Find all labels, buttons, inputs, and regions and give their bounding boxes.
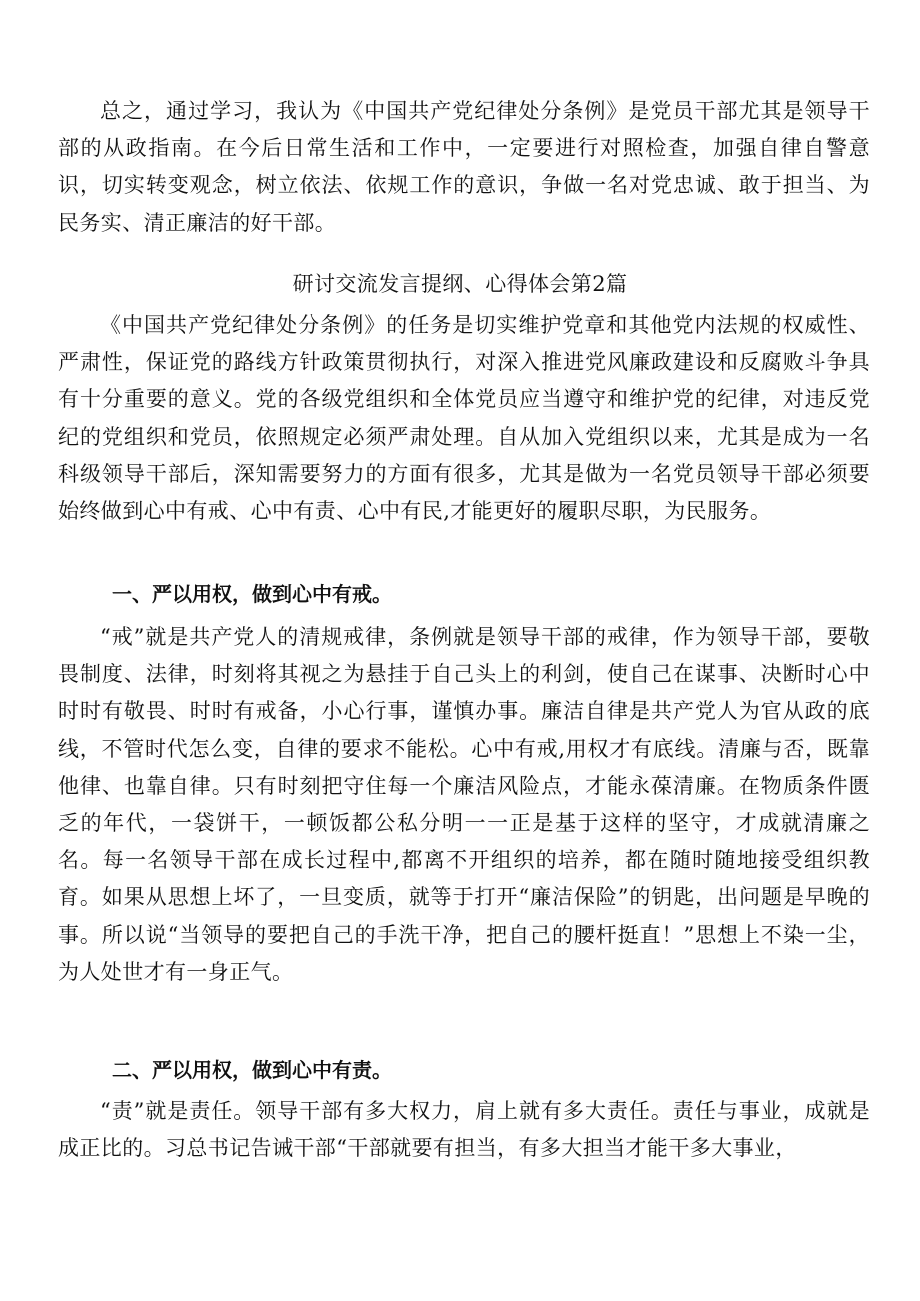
paragraph-discipline: “戒”就是共产党人的清规戒律，条例就是领导干部的戒律，作为领导干部，要敬畏制度、法律，时刻将其视之为悬挂于自己头上的利剑，使自己在谋事、决断时心中时时有敬畏、时时有戒备，小心行事，谨慎办事。廉洁自律是共产党人为官从政的底线，不管时代怎么变，自律的要求不能松。心中有戒,用权才有底线。清廉与否，既靠他律、也靠自律。只有时刻把守住每一个廉洁风险点，才能永葆清廉。在物质条件匮乏的年代，一袋饼干，一顿饭都公私分明一一正是基于这样的坚守，才成就清廉之名。每一名领导干部在成长过程中,都离不开组织的培养，都在随时随地接受组织教育。如果从思想上坏了，一旦变质，就等于打开“廉洁保险”的钥匙，出问题是早晚的事。所以说“当领导的要把自己的手洗干净，把自己的腰杆挺直！”思想上不染一尘，为人处世才有一身正气。 bbox=[58, 625, 870, 984]
heading-two: 二、严以用权，做到心中有责。 bbox=[112, 1058, 392, 1082]
paragraph-conclusion: 总之，通过学习，我认为《中国共产党纪律处分条例》是党员干部尤其是领导干部的从政指南。在今后日常生活和工作中，一定要进行对照检查，加强自律自警意识，切实转变观念，树立依法、依规工作的意识，争做一名对党忠诚、敢于担当、为民务实、清正廉洁的好干部。 bbox=[58, 99, 870, 235]
paragraph-intro: 《中国共产党纪律处分条例》的任务是切实维护党章和其他党内法规的权威性、严肃性，保证党的路线方针政策贯彻执行，对深入推进党风廉政建设和反腐败斗争具有十分重要的意义。党的各级党组织和全体党员应当遵守和维护党的纪律，对违反党纪的党组织和党员，依照规定必须严肃处理。自从加入党组织以来，尤其是成为一名科级领导干部后，深知需要努力的方面有很多，尤其是做为一名党员领导干部必须要始终做到心中有戒、心中有责、心中有民,才能更好的履职尽职，为民服务。 bbox=[58, 313, 870, 524]
paragraph-responsibility: “责”就是责任。领导干部有多大权力，肩上就有多大责任。责任与事业，成就是成正比的。习总书记告诫干部“干部就要有担当，有多大担当才能干多大事业， bbox=[58, 1099, 870, 1161]
heading-one: 一、严以用权，做到心中有戒。 bbox=[112, 582, 392, 606]
section-title: 研讨交流发言提纲、心得体会第2篇 bbox=[292, 272, 628, 296]
